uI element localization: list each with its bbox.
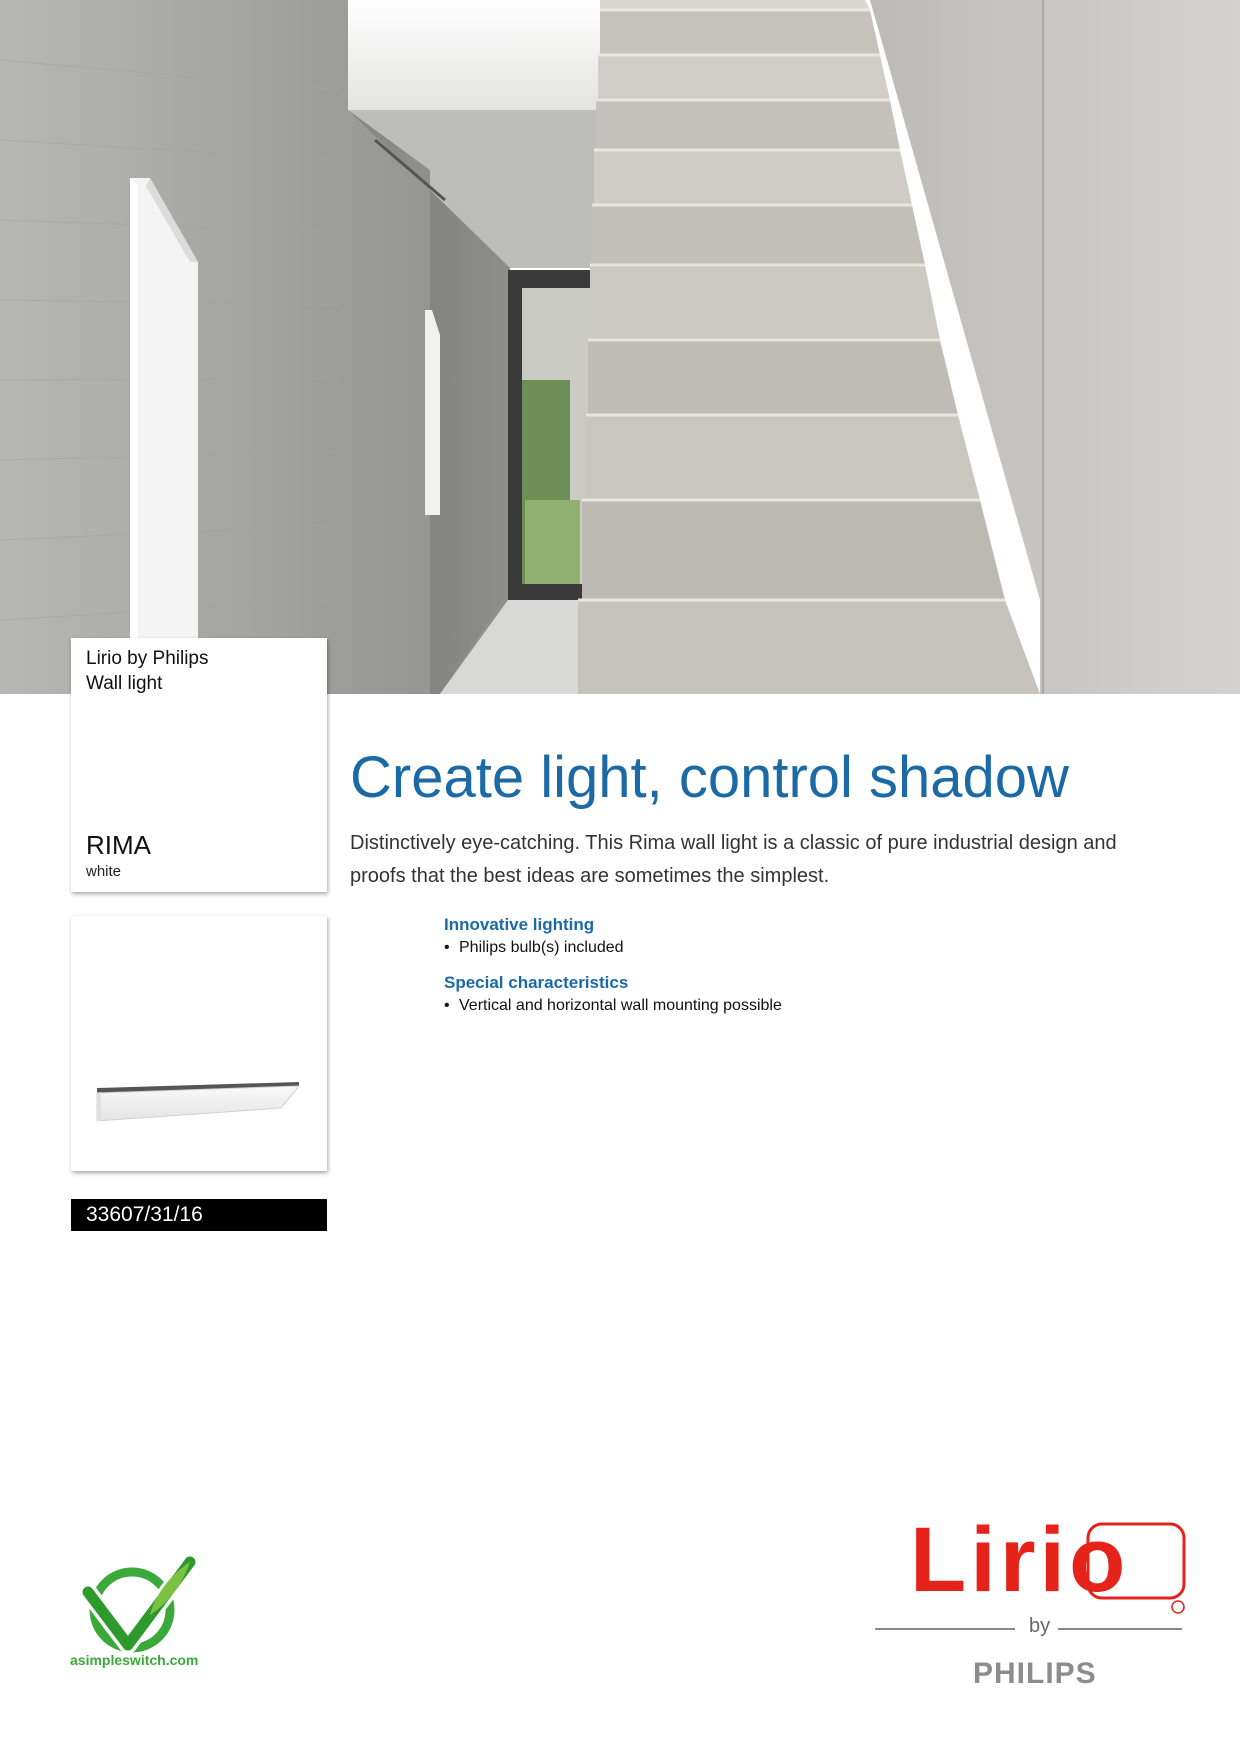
sku-bar [71, 1199, 327, 1231]
feature-title: Innovative lighting [444, 915, 595, 934]
page-title: Create light, control shadow [350, 745, 1069, 810]
feature-item: • Philips bulb(s) included [444, 936, 1044, 960]
intro-paragraph: Distinctively eye-catching. This Rima wall light is a classic of pure industrial design and proofs that the best ideas are sometimes the simplest. [350, 832, 1117, 887]
category-label: Wall light [86, 673, 163, 694]
feature-group [444, 972, 1044, 1018]
by-text: by [1029, 1615, 1051, 1637]
bullet-icon: • [444, 997, 450, 1014]
product-image-card [71, 916, 327, 1171]
wall-light-product-image [71, 916, 327, 1171]
feature-item: • Vertical and horizontal wall mounting possible [444, 994, 1044, 1018]
product-color: white [86, 863, 122, 880]
simple-switch-url: asimpleswitch.com [70, 1652, 199, 1668]
product-info-card [71, 638, 327, 892]
feature-title: Special characteristics [444, 973, 629, 992]
bullet-icon: • [444, 939, 450, 956]
brand-label: Lirio by Philips [86, 648, 209, 669]
product-name: RIMA [86, 830, 151, 860]
feature-list [444, 914, 1044, 1030]
sku-code: 33607/31/16 [86, 1203, 203, 1226]
feature-group [444, 914, 1044, 960]
hero-image [0, 0, 1240, 694]
philips-wordmark: PHILIPS [973, 1657, 1097, 1690]
lirio-wordmark: Lirio [910, 1509, 1130, 1611]
